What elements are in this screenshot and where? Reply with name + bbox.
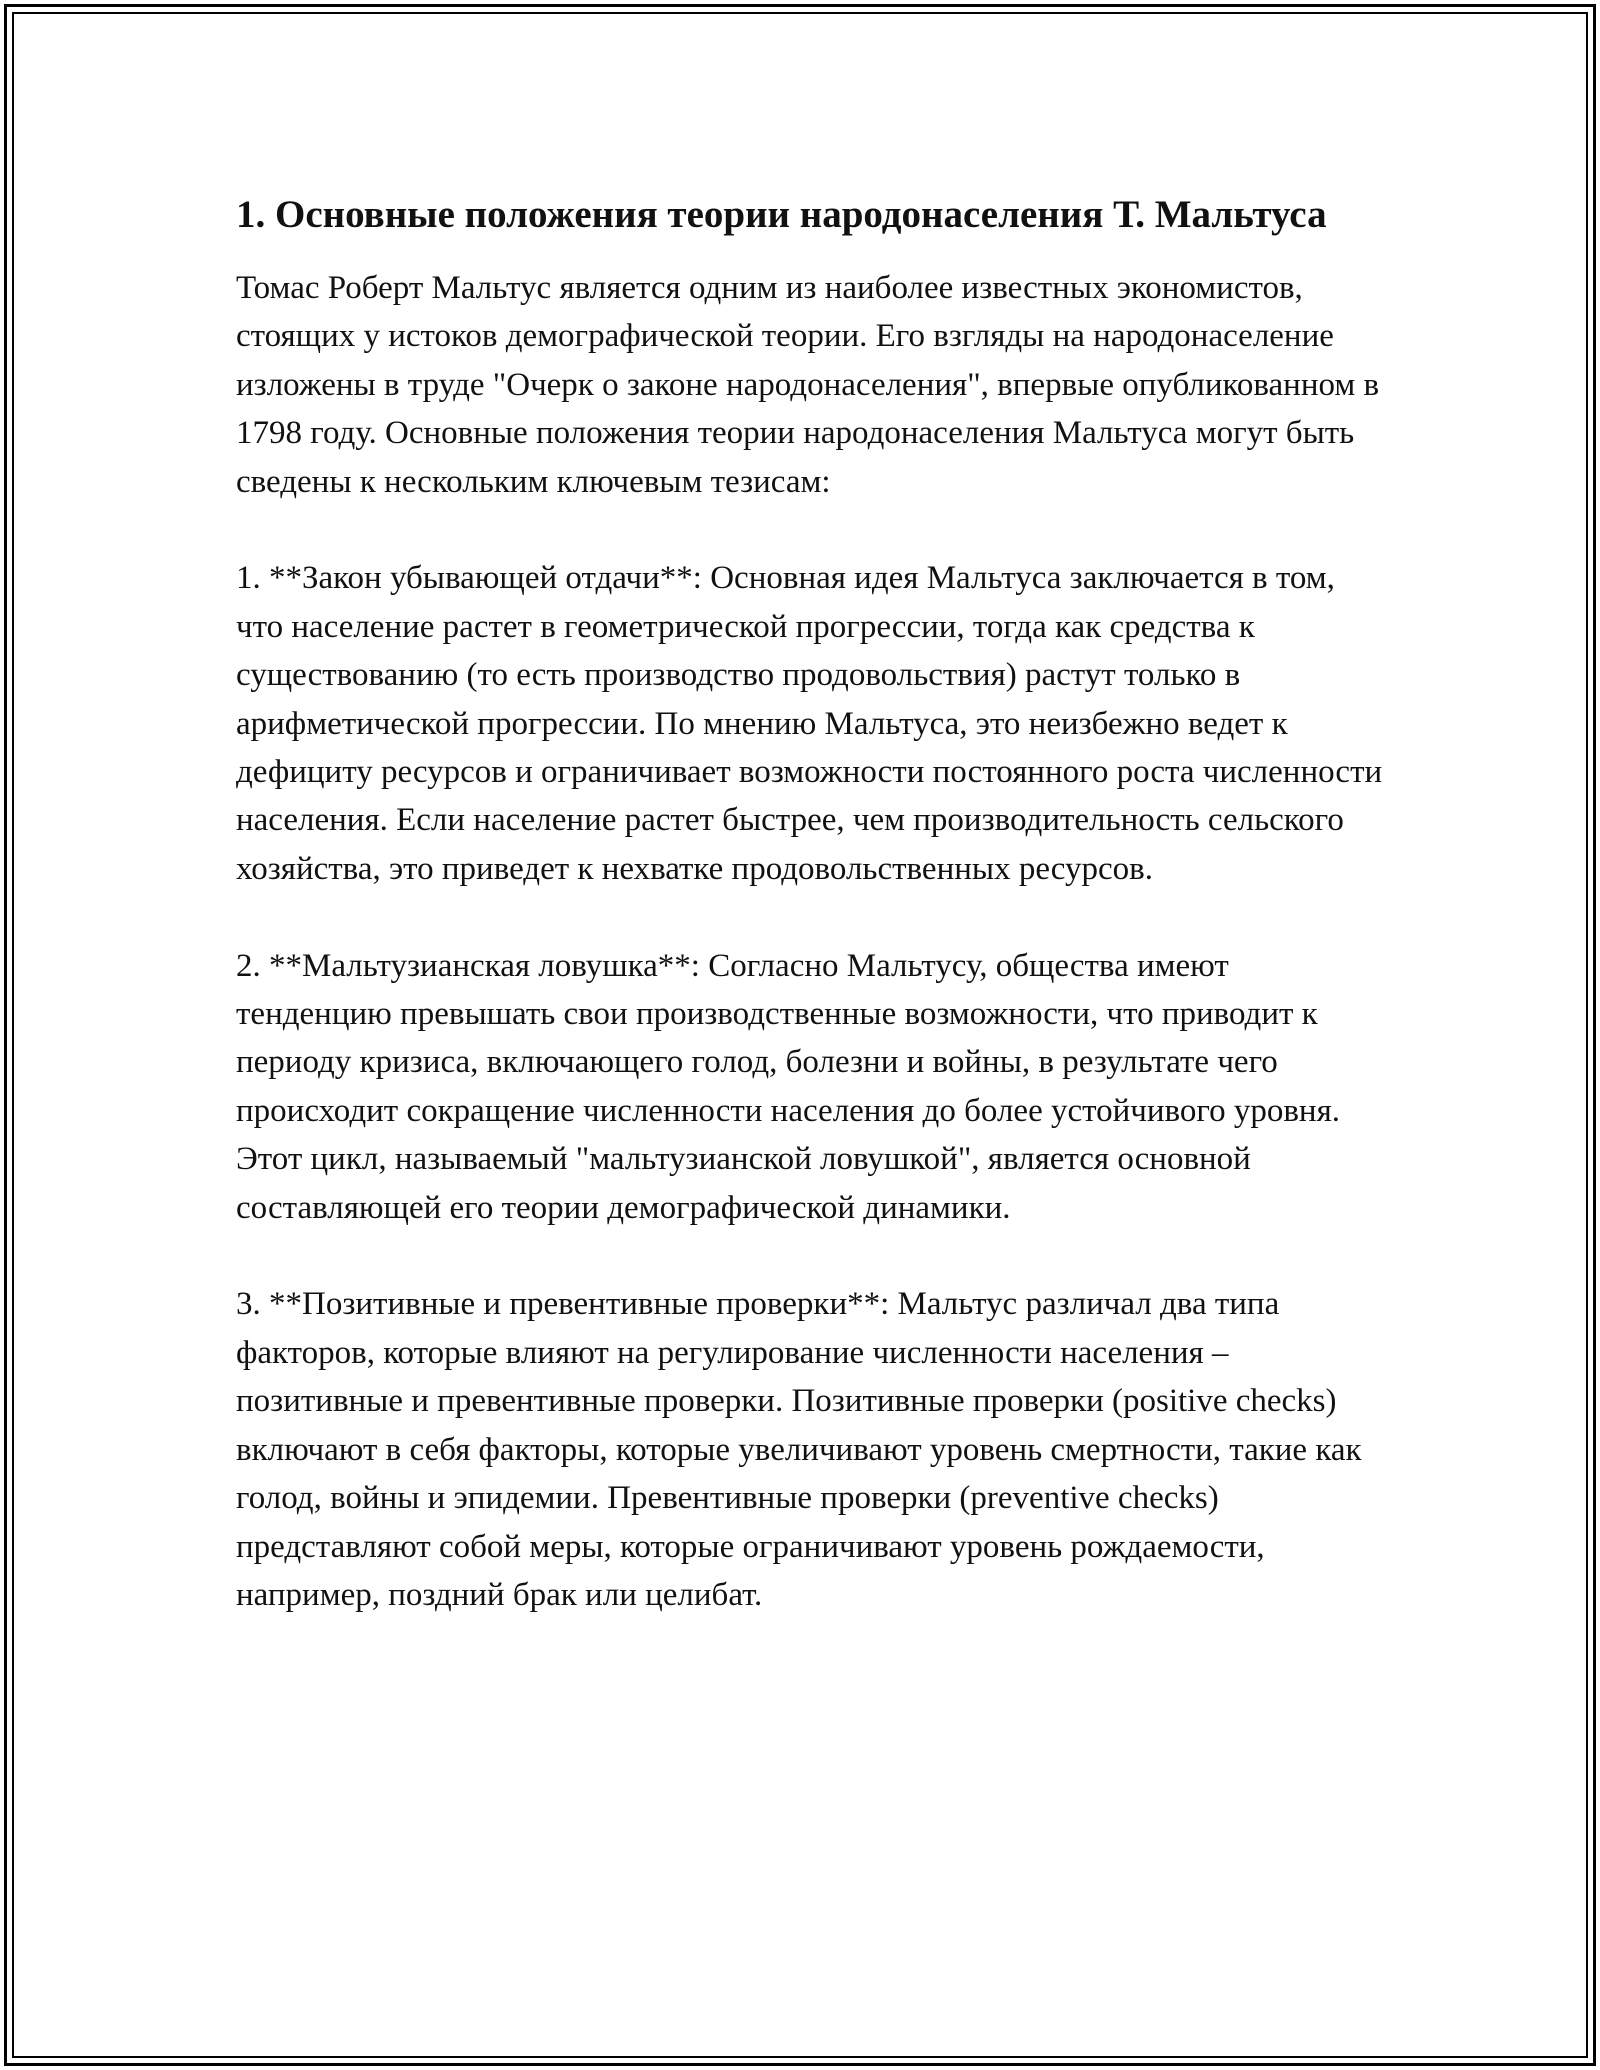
thesis-paragraph-2: 2. **Мальтузианская ловушка**: Согласно Мальтусу, общества имеют тенденцию превышать свои производственные возможности, что приводит к периоду кризиса, включающего голод, болезни и войны, в результате чего происходит сокращение численности населения до более устойчивого уровня. Этот цикл, называемый "мальтузианской ловушкой", является основной составляющей его теории демографической динамики.	[236, 947, 1341, 1226]
document-body	[236, 188, 1386, 1619]
paragraph-gap	[236, 506, 1386, 554]
paragraph-gap	[236, 893, 1386, 941]
thesis-paragraph-3: 3. **Позитивные и превентивные проверки**: Мальтус различал два типа факторов, которые влияют на регулирование численности населения – позитивные и превентивные проверки. Позитивные проверки (positive checks) включают в себя факторы, которые увеличивают уровень смертности, такие как голод, войны и эпидемии. Превентивные проверки (preventive checks) представляют собой меры, которые ограничивают уровень рождаемости, например, поздний брак или целибат.	[236, 1286, 1362, 1613]
section-heading: 1. Основные положения теории народонаселения Т. Мальтуса	[236, 193, 1327, 236]
thesis-paragraph-1: 1. **Закон убывающей отдачи**: Основная идея Мальтуса заключается в том, что население растет в геометрической прогрессии, тогда как средства к существованию (то есть производство продовольствия) растут только в арифметической прогрессии. По мнению Мальтуса, это неизбежно ведет к дефициту ресурсов и ограничивает возможности постоянного роста численности населения. Если население растет быстрее, чем производительность сельского хозяйства, это приведет к нехватке продовольственных ресурсов.	[236, 560, 1383, 887]
intro-paragraph: Томас Роберт Мальтус является одним из наиболее известных экономистов, стоящих у истоков демографической теории. Его взгляды на народонаселение изложены в труде "Очерк о законе народонаселения", впервые опубликованном в 1798 году. Основные положения теории народонаселения Мальтуса могут быть сведены к нескольким ключевым тезисам:	[236, 270, 1380, 500]
paragraph-gap	[236, 1232, 1386, 1280]
